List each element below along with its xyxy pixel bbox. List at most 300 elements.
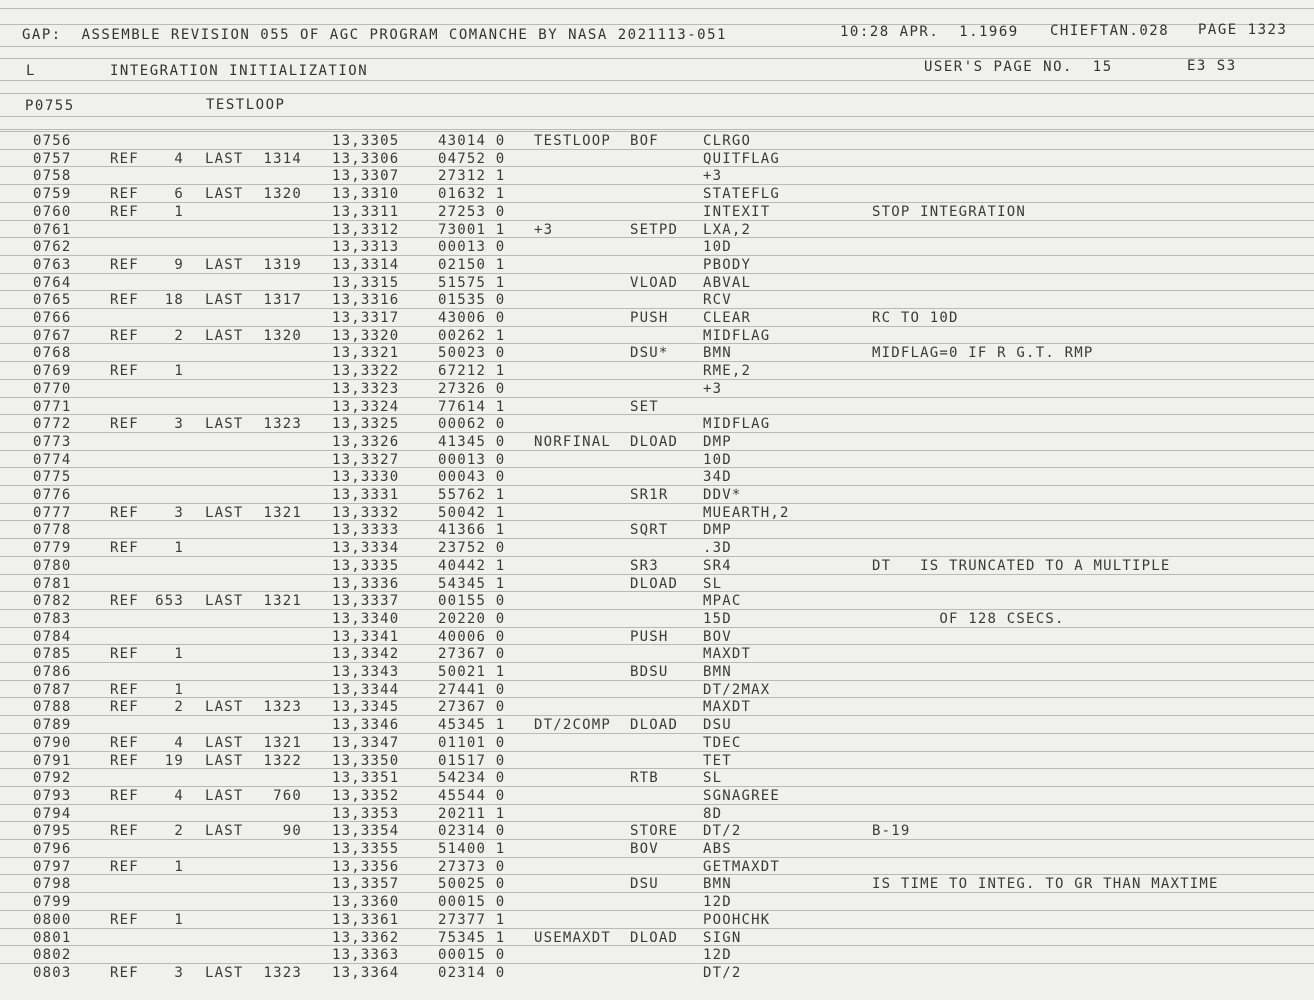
listing-row bbox=[0, 963, 1314, 981]
listing-row bbox=[0, 680, 1314, 698]
comment: IS TIME TO INTEG. TO GR THAN MAXTIME bbox=[872, 876, 1219, 893]
row-rule bbox=[0, 733, 1314, 734]
line-number: 0757 bbox=[33, 150, 72, 167]
row-rule bbox=[0, 149, 1314, 150]
octal-code: 00015 0 bbox=[438, 947, 506, 964]
row-rule bbox=[0, 432, 1314, 433]
rule bbox=[0, 80, 1314, 81]
ref-count: 1 bbox=[174, 858, 184, 875]
ref-label: REF bbox=[110, 699, 139, 716]
address: 13,3333 bbox=[332, 522, 400, 539]
row-rule bbox=[0, 467, 1314, 468]
operand: MAXDT bbox=[703, 699, 752, 716]
row-rule bbox=[0, 290, 1314, 291]
address: 13,3325 bbox=[332, 416, 400, 433]
row-rule bbox=[0, 166, 1314, 167]
last-page: 90 bbox=[282, 823, 302, 840]
opcode: SQRT bbox=[630, 522, 669, 539]
address: 13,3334 bbox=[332, 540, 400, 557]
address: 13,3323 bbox=[332, 380, 400, 397]
address: 13,3312 bbox=[332, 221, 400, 238]
row-rule bbox=[0, 485, 1314, 486]
row-rule bbox=[0, 821, 1314, 822]
octal-code: 01101 0 bbox=[438, 734, 506, 751]
line-number: 0796 bbox=[33, 841, 72, 857]
comment: STOP INTEGRATION bbox=[872, 203, 1027, 220]
listing-row bbox=[0, 751, 1314, 769]
address: 13,3311 bbox=[332, 203, 400, 220]
opcode: STORE bbox=[630, 823, 679, 840]
operand: MIDFLAG bbox=[703, 327, 771, 344]
operand: 10D bbox=[703, 239, 732, 256]
operand: 15D bbox=[703, 610, 732, 627]
address: 13,3342 bbox=[332, 646, 400, 663]
ref-label: REF bbox=[110, 540, 139, 557]
line-number: 0769 bbox=[33, 363, 72, 380]
octal-code: 50025 0 bbox=[438, 876, 506, 893]
listing-row bbox=[0, 857, 1314, 875]
address: 13,3361 bbox=[332, 911, 400, 928]
address: 13,3353 bbox=[332, 805, 400, 822]
last-label: LAST bbox=[205, 823, 244, 840]
row-rule bbox=[0, 379, 1314, 380]
ref-count: 653 bbox=[155, 593, 184, 610]
row-rule bbox=[0, 503, 1314, 504]
last-label: LAST bbox=[205, 150, 244, 167]
line-number: 0784 bbox=[33, 628, 72, 645]
row-rule bbox=[0, 255, 1314, 256]
opcode: DLOAD bbox=[630, 717, 679, 734]
last-page: 1317 bbox=[263, 292, 302, 309]
opcode: SET bbox=[630, 398, 659, 415]
last-page: 1314 bbox=[263, 150, 302, 167]
row-rule bbox=[0, 397, 1314, 398]
operand: .3D bbox=[703, 540, 732, 557]
row-rule bbox=[0, 414, 1314, 415]
ref-label: REF bbox=[110, 292, 139, 309]
opcode: DLOAD bbox=[630, 433, 679, 450]
listing-row bbox=[0, 768, 1314, 786]
address: 13,3340 bbox=[332, 610, 400, 627]
octal-code: 04752 0 bbox=[438, 150, 506, 167]
address: 13,3346 bbox=[332, 717, 400, 734]
line-number: 0759 bbox=[33, 186, 72, 203]
address: 13,3306 bbox=[332, 150, 400, 167]
ref-label: REF bbox=[110, 363, 139, 380]
header-timestamp: 10:28 APR. 1.1969 bbox=[840, 24, 1019, 40]
line-number: 0764 bbox=[33, 274, 72, 291]
octal-code: 45345 1 bbox=[438, 717, 506, 734]
address: 13,3316 bbox=[332, 292, 400, 309]
line-number: 0798 bbox=[33, 876, 72, 893]
listing-row bbox=[0, 644, 1314, 662]
operand: ABVAL bbox=[703, 274, 752, 291]
address: 13,3336 bbox=[332, 575, 400, 592]
operand: SL bbox=[703, 770, 723, 787]
row-rule bbox=[0, 237, 1314, 238]
line-number: 0801 bbox=[33, 929, 72, 946]
octal-code: 00262 1 bbox=[438, 327, 506, 344]
octal-code: 75345 1 bbox=[438, 929, 506, 946]
line-number: 0783 bbox=[33, 610, 72, 627]
row-rule bbox=[0, 697, 1314, 698]
line-number: 0799 bbox=[33, 894, 72, 911]
listing-row bbox=[0, 273, 1314, 291]
listing-row bbox=[0, 432, 1314, 450]
row-rule bbox=[0, 768, 1314, 769]
row-rule bbox=[0, 361, 1314, 362]
row-rule bbox=[0, 804, 1314, 805]
line-number: 0794 bbox=[33, 805, 72, 822]
opcode: BOV bbox=[630, 841, 659, 857]
ref-count: 4 bbox=[174, 734, 184, 751]
line-number: 0761 bbox=[33, 221, 72, 238]
listing-row bbox=[0, 715, 1314, 733]
last-page: 760 bbox=[273, 787, 302, 804]
line-number: 0773 bbox=[33, 433, 72, 450]
line-number: 0786 bbox=[33, 664, 72, 680]
line-number: 0803 bbox=[33, 964, 72, 981]
listing-row bbox=[0, 821, 1314, 839]
line-number: 0777 bbox=[33, 504, 72, 521]
opcode: SR1R bbox=[630, 487, 669, 503]
listing-row bbox=[0, 892, 1314, 910]
row-rule bbox=[0, 892, 1314, 893]
listing-row bbox=[0, 343, 1314, 361]
rule bbox=[0, 93, 1314, 94]
octal-code: 00043 0 bbox=[438, 469, 506, 486]
operand: BOV bbox=[703, 628, 732, 645]
last-label: LAST bbox=[205, 787, 244, 804]
ref-count: 6 bbox=[174, 186, 184, 203]
ref-count: 4 bbox=[174, 150, 184, 167]
last-label: LAST bbox=[205, 256, 244, 273]
address: 13,3344 bbox=[332, 681, 400, 698]
listing-row bbox=[0, 379, 1314, 397]
ref-label: REF bbox=[110, 752, 139, 769]
row-rule bbox=[0, 627, 1314, 628]
ref-label: REF bbox=[110, 681, 139, 698]
opcode: DSU bbox=[630, 876, 659, 893]
operand: DT/2 bbox=[703, 823, 742, 840]
octal-code: 50023 0 bbox=[438, 345, 506, 362]
octal-code: 27377 1 bbox=[438, 911, 506, 928]
opcode: PUSH bbox=[630, 310, 669, 326]
operand: +3 bbox=[703, 168, 723, 185]
location-tag: USEMAXDT bbox=[534, 929, 612, 946]
line-number: 0788 bbox=[33, 699, 72, 716]
line-number: 0756 bbox=[33, 133, 72, 149]
listing-row bbox=[0, 928, 1314, 946]
line-number: 0790 bbox=[33, 734, 72, 751]
listing-row bbox=[0, 520, 1314, 538]
line-number: 0779 bbox=[33, 540, 72, 557]
location-tag: TESTLOOP bbox=[534, 133, 612, 149]
octal-code: 27367 0 bbox=[438, 646, 506, 663]
comment: DT IS TRUNCATED TO A MULTIPLE bbox=[872, 557, 1171, 574]
address: 13,3335 bbox=[332, 557, 400, 574]
operand: DSU bbox=[703, 717, 732, 734]
address: 13,3347 bbox=[332, 734, 400, 751]
line-number: 0774 bbox=[33, 451, 72, 468]
row-rule bbox=[0, 786, 1314, 787]
address: 13,3326 bbox=[332, 433, 400, 450]
rule bbox=[0, 58, 1314, 59]
ref-label: REF bbox=[110, 646, 139, 663]
address: 13,3360 bbox=[332, 894, 400, 911]
last-page: 1319 bbox=[263, 256, 302, 273]
line-number: 0795 bbox=[33, 823, 72, 840]
address: 13,3330 bbox=[332, 469, 400, 486]
operand: DT/2MAX bbox=[703, 681, 771, 698]
line-number: 0787 bbox=[33, 681, 72, 698]
listing-row bbox=[0, 326, 1314, 344]
header-page-number: PAGE 1323 bbox=[1198, 22, 1288, 38]
line-number: 0778 bbox=[33, 522, 72, 539]
opcode: DLOAD bbox=[630, 929, 679, 946]
address: 13,3332 bbox=[332, 504, 400, 521]
operand: TDEC bbox=[703, 734, 742, 751]
address: 13,3364 bbox=[332, 964, 400, 981]
row-rule bbox=[0, 680, 1314, 681]
ref-count: 1 bbox=[174, 203, 184, 220]
listing-row bbox=[0, 202, 1314, 220]
octal-code: 27367 0 bbox=[438, 699, 506, 716]
listing-row bbox=[0, 786, 1314, 804]
last-page: 1323 bbox=[263, 964, 302, 981]
row-rule bbox=[0, 574, 1314, 575]
operand: RCV bbox=[703, 292, 732, 309]
rule bbox=[0, 116, 1314, 117]
listing-row bbox=[0, 308, 1314, 326]
listing-row bbox=[0, 467, 1314, 485]
octal-code: 54234 0 bbox=[438, 770, 506, 787]
octal-code: 27326 0 bbox=[438, 380, 506, 397]
line-number: 0767 bbox=[33, 327, 72, 344]
opcode: VLOAD bbox=[630, 274, 679, 291]
row-rule bbox=[0, 751, 1314, 752]
listing-row bbox=[0, 450, 1314, 468]
row-rule bbox=[0, 928, 1314, 929]
ref-count: 19 bbox=[164, 752, 184, 769]
operand: MPAC bbox=[703, 593, 742, 610]
last-label: LAST bbox=[205, 699, 244, 716]
operand: SGNAGREE bbox=[703, 787, 781, 804]
octal-code: 01632 1 bbox=[438, 186, 506, 203]
last-label: LAST bbox=[205, 964, 244, 981]
octal-code: 40442 1 bbox=[438, 557, 506, 574]
octal-code: 50042 1 bbox=[438, 504, 506, 521]
ref-count: 3 bbox=[174, 416, 184, 433]
octal-code: 02150 1 bbox=[438, 256, 506, 273]
line-number: 0765 bbox=[33, 292, 72, 309]
operand: RME,2 bbox=[703, 363, 752, 380]
row-rule bbox=[0, 963, 1314, 964]
line-number: 0763 bbox=[33, 256, 72, 273]
octal-code: 27441 0 bbox=[438, 681, 506, 698]
operand: ABS bbox=[703, 841, 732, 857]
comment: MIDFLAG=0 IF R G.T. RMP bbox=[872, 345, 1094, 362]
listing-row bbox=[0, 131, 1314, 149]
listing-row bbox=[0, 149, 1314, 167]
line-number: 0781 bbox=[33, 575, 72, 592]
octal-code: 77614 1 bbox=[438, 398, 506, 415]
line-number: 0800 bbox=[33, 911, 72, 928]
operand: 12D bbox=[703, 894, 732, 911]
ref-label: REF bbox=[110, 327, 139, 344]
last-page: 1321 bbox=[263, 593, 302, 610]
comment: B-19 bbox=[872, 823, 911, 840]
listing-row bbox=[0, 255, 1314, 273]
listing-row bbox=[0, 220, 1314, 238]
octal-code: 41345 0 bbox=[438, 433, 506, 450]
line-number: 0792 bbox=[33, 770, 72, 787]
line-number: 0782 bbox=[33, 593, 72, 610]
address: 13,3354 bbox=[332, 823, 400, 840]
ref-label: REF bbox=[110, 964, 139, 981]
ref-label: REF bbox=[110, 858, 139, 875]
octal-code: 51400 1 bbox=[438, 841, 506, 857]
listing-row bbox=[0, 184, 1314, 202]
ref-label: REF bbox=[110, 823, 139, 840]
address: 13,3363 bbox=[332, 947, 400, 964]
address: 13,3355 bbox=[332, 841, 400, 857]
header-title: GAP: ASSEMBLE REVISION 055 OF AGC PROGRAM COMANCHE BY NASA 2021113-051 bbox=[22, 27, 727, 43]
address: 13,3321 bbox=[332, 345, 400, 362]
address: 13,3305 bbox=[332, 133, 400, 149]
address: 13,3352 bbox=[332, 787, 400, 804]
address: 13,3337 bbox=[332, 593, 400, 610]
listing-row bbox=[0, 503, 1314, 521]
octal-code: 01535 0 bbox=[438, 292, 506, 309]
listing-row bbox=[0, 945, 1314, 963]
address: 13,3307 bbox=[332, 168, 400, 185]
line-number: 0793 bbox=[33, 787, 72, 804]
octal-code: 54345 1 bbox=[438, 575, 506, 592]
octal-code: 67212 1 bbox=[438, 363, 506, 380]
last-page: 1320 bbox=[263, 186, 302, 203]
operand: CLRGO bbox=[703, 133, 752, 149]
address: 13,3345 bbox=[332, 699, 400, 716]
octal-code: 43014 0 bbox=[438, 133, 506, 149]
address: 13,3324 bbox=[332, 398, 400, 415]
address: 13,3362 bbox=[332, 929, 400, 946]
listing-row bbox=[0, 237, 1314, 255]
row-rule bbox=[0, 520, 1314, 521]
listing-row bbox=[0, 591, 1314, 609]
row-rule bbox=[0, 591, 1314, 592]
last-label: LAST bbox=[205, 734, 244, 751]
listing-row bbox=[0, 697, 1314, 715]
row-rule bbox=[0, 644, 1314, 645]
operand: QUITFLAG bbox=[703, 150, 781, 167]
ref-count: 1 bbox=[174, 911, 184, 928]
octal-code: 00013 0 bbox=[438, 239, 506, 256]
listing-row bbox=[0, 910, 1314, 928]
operand: 34D bbox=[703, 469, 732, 486]
operand: POOHCHK bbox=[703, 911, 771, 928]
address: 13,3357 bbox=[332, 876, 400, 893]
listing-row bbox=[0, 556, 1314, 574]
listing-row bbox=[0, 397, 1314, 415]
address: 13,3351 bbox=[332, 770, 400, 787]
operand: MUEARTH,2 bbox=[703, 504, 790, 521]
opcode: SR3 bbox=[630, 557, 659, 574]
listing-row bbox=[0, 485, 1314, 503]
subheader-tag: E3 S3 bbox=[1187, 58, 1237, 74]
octal-code: 43006 0 bbox=[438, 310, 506, 326]
address: 13,3320 bbox=[332, 327, 400, 344]
row-rule bbox=[0, 131, 1314, 132]
row-rule bbox=[0, 326, 1314, 327]
operand: 8D bbox=[703, 805, 723, 822]
last-label: LAST bbox=[205, 593, 244, 610]
row-rule bbox=[0, 945, 1314, 946]
address: 13,3322 bbox=[332, 363, 400, 380]
line-number: 0791 bbox=[33, 752, 72, 769]
octal-code: 50021 1 bbox=[438, 664, 506, 680]
line-number: 0772 bbox=[33, 416, 72, 433]
row-rule bbox=[0, 220, 1314, 221]
opcode: RTB bbox=[630, 770, 659, 787]
operand: BMN bbox=[703, 345, 732, 362]
row-rule bbox=[0, 839, 1314, 840]
octal-code: 73001 1 bbox=[438, 221, 506, 238]
location-tag: NORFINAL bbox=[534, 433, 612, 450]
opcode: PUSH bbox=[630, 628, 669, 645]
line-number: 0766 bbox=[33, 310, 72, 326]
operand: DT/2 bbox=[703, 964, 742, 981]
ref-label: REF bbox=[110, 186, 139, 203]
last-page: 1323 bbox=[263, 699, 302, 716]
last-label: LAST bbox=[205, 292, 244, 309]
operand: TET bbox=[703, 752, 732, 769]
ref-count: 3 bbox=[174, 504, 184, 521]
last-label: LAST bbox=[205, 752, 244, 769]
address: 13,3341 bbox=[332, 628, 400, 645]
last-page: 1321 bbox=[263, 734, 302, 751]
last-label: LAST bbox=[205, 416, 244, 433]
ref-label: REF bbox=[110, 504, 139, 521]
last-page: 1322 bbox=[263, 752, 302, 769]
listing-row bbox=[0, 574, 1314, 592]
address: 13,3315 bbox=[332, 274, 400, 291]
listing-row bbox=[0, 662, 1314, 680]
listing-row bbox=[0, 733, 1314, 751]
ref-count: 18 bbox=[164, 292, 184, 309]
row-rule bbox=[0, 450, 1314, 451]
operand: GETMAXDT bbox=[703, 858, 781, 875]
comment: RC TO 10D bbox=[872, 310, 959, 326]
header-job: CHIEFTAN.028 bbox=[1050, 23, 1170, 39]
row-rule bbox=[0, 609, 1314, 610]
listing-row bbox=[0, 166, 1314, 184]
operand: MAXDT bbox=[703, 646, 752, 663]
opcode: BDSU bbox=[630, 664, 669, 680]
operand: BMN bbox=[703, 876, 732, 893]
octal-code: 00155 0 bbox=[438, 593, 506, 610]
row-rule bbox=[0, 343, 1314, 344]
last-page: 1323 bbox=[263, 416, 302, 433]
row-rule bbox=[0, 308, 1314, 309]
octal-code: 55762 1 bbox=[438, 487, 506, 503]
address: 13,3314 bbox=[332, 256, 400, 273]
last-label: LAST bbox=[205, 186, 244, 203]
ref-label: REF bbox=[110, 734, 139, 751]
octal-code: 00013 0 bbox=[438, 451, 506, 468]
operand: SR4 bbox=[703, 557, 732, 574]
operand: SL bbox=[703, 575, 723, 592]
